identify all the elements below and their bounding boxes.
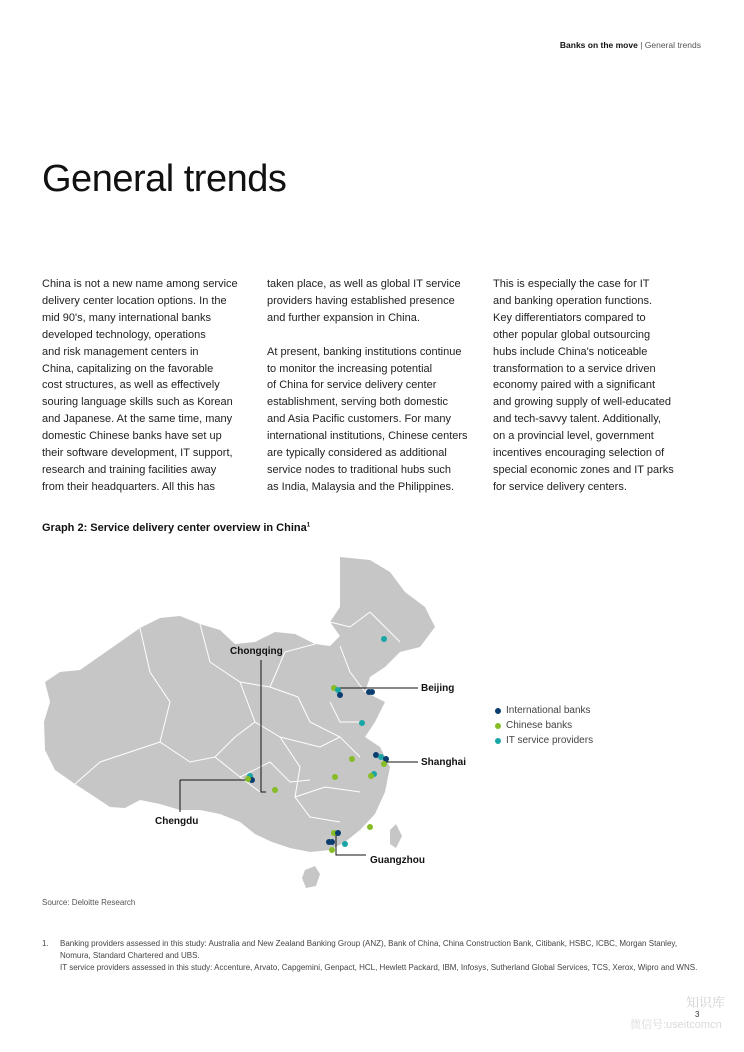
- location-marker: [332, 774, 338, 780]
- graph-title-text: Graph 2: Service delivery center overview in China: [42, 522, 307, 534]
- text-column-1: [42, 276, 250, 496]
- city-label-chengdu: Chengdu: [155, 816, 199, 827]
- legend-item-international-banks: [495, 703, 593, 718]
- watermark-line-2: 微信号:useitcomcn: [630, 1019, 722, 1031]
- page-number: 3: [695, 1010, 700, 1019]
- location-marker: [329, 847, 335, 853]
- header-section: General trends: [644, 40, 701, 50]
- location-marker: [359, 720, 365, 726]
- location-marker: [369, 689, 375, 695]
- footnote-line-banks: Banking providers assessed in this study: Australia and New Zealand Banking Group (ANZ), Bank of China, China Construction Bank, Citibank, HSBC, ICBC, Morgan Stanley, Nomura, Standard Chartered and UBS.: [60, 939, 678, 960]
- footnote-line-it-providers: IT service providers assessed in this study: Accenture, Arvato, Capgemini, Genpact, HCL, Hewlett Packard, IBM, Infosys, Sutherland Global Services, TCS, Xerox, Wipro and WNS.: [60, 963, 698, 972]
- header-doc-title: Banks on the move: [559, 40, 638, 50]
- legend-label: International banks: [506, 705, 591, 716]
- location-marker: [381, 761, 387, 767]
- paragraph: This is especially the case for IT and banking operation functions. Key differentiators compared to other popular global outsourcing hubs include China's noticeable transformation to a service driven economy paired with a significant and growing supply of well-educated and tech-savvy talent. Additionally, on a provincial level, government incentives encouraging selection of special economic zones and IT parks for service delivery centers.: [493, 278, 674, 493]
- location-marker: [272, 787, 278, 793]
- location-marker: [326, 839, 332, 845]
- location-marker: [349, 756, 355, 762]
- legend-label: Chinese banks: [506, 720, 573, 731]
- header-separator: |: [637, 40, 645, 50]
- legend-swatch: [495, 708, 501, 714]
- watermark: [628, 992, 738, 1032]
- text-column-2: [267, 276, 475, 496]
- paragraph: At present, banking institutions continue to monitor the increasing potential of China for service delivery center establishment, serving both domestic and Asia Pacific customers. For many international institutions, Chinese centers are typically considered as additional service nodes to traditional hubs such as India, Malaysia and the Philippines.: [267, 345, 468, 493]
- city-label-beijing: Beijing: [421, 683, 455, 694]
- footnote: [42, 938, 702, 974]
- page-title: General trends: [42, 158, 287, 200]
- legend-swatch: [495, 723, 501, 729]
- legend-label: IT service providers: [506, 735, 594, 746]
- graph-title-footnote-ref: 1: [306, 522, 311, 529]
- china-landmass: [44, 557, 435, 888]
- legend-swatch: [495, 738, 501, 744]
- paragraph: China is not a new name among service delivery center location options. In the mid 90's, many international banks developed technology, operations and risk management centers in China, capitalizing on the favorable cost structures, as well as effectively souring language skills such as Korean and Japanese. At the same time, many domestic Chinese banks have set up their software development, IT support, research and training facilities away from their headquarters. All this has: [42, 278, 238, 493]
- location-marker: [337, 692, 343, 698]
- location-marker: [245, 776, 251, 782]
- legend-item-it-service-providers: [495, 733, 593, 748]
- china-map-figure: [40, 552, 467, 902]
- location-marker: [342, 841, 348, 847]
- graph-title: [42, 522, 310, 534]
- paragraph: taken place, as well as global IT service providers having established presence and further expansion in China.: [267, 278, 461, 324]
- city-label-chongqing: Chongqing: [230, 646, 283, 657]
- location-marker: [335, 830, 341, 836]
- location-marker: [381, 636, 387, 642]
- location-marker: [368, 773, 374, 779]
- running-header: [560, 40, 701, 50]
- footnote-number: 1.: [42, 939, 49, 948]
- text-column-3: [493, 276, 701, 496]
- location-marker: [367, 824, 373, 830]
- china-map: [40, 552, 440, 902]
- legend-item-chinese-banks: [495, 718, 593, 733]
- watermark-line-1: 知识库: [686, 995, 726, 1010]
- city-label-shanghai: Shanghai: [421, 757, 467, 768]
- map-legend: [495, 703, 593, 748]
- city-label-guangzhou: Guangzhou: [370, 855, 425, 866]
- source-note: Source: Deloitte Research: [42, 898, 136, 907]
